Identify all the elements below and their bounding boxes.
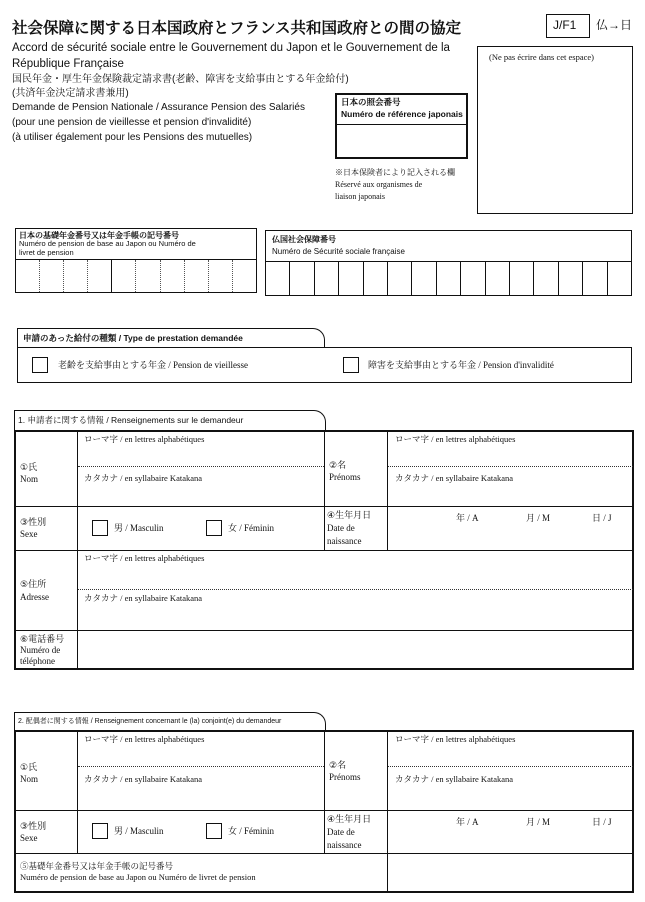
invalidity-checkbox[interactable] (343, 357, 359, 373)
s1-male-label: 男 / Masculin (114, 523, 164, 533)
office-use-note: (Ne pas écrire dans cet espace) (489, 52, 595, 62)
jp-ref-label-fr: Numéro de référence japonais (341, 109, 463, 119)
s1-phone-label-ja: ⑥電話番号 (20, 634, 65, 644)
s1-male-checkbox[interactable] (92, 520, 108, 536)
s1-dob-label-fr2: naissance (327, 536, 362, 546)
s1-first-romaji-input[interactable] (390, 446, 630, 464)
s1-sex-label-fr: Sexe (20, 529, 38, 539)
direction-label: 仏→日 (596, 18, 633, 32)
s2-name-romaji-input[interactable] (80, 746, 322, 764)
s1-day-label: 日 / J (592, 513, 612, 523)
jp-ref-note-3: liaison japonais (335, 192, 385, 201)
s1-sex-label-ja: ③性別 (20, 517, 47, 527)
section2-header: 2. 配偶者に関する情報 / Renseignement concernant le (la) conjoint(e) du demandeur (18, 718, 282, 725)
s1-year-label: 年 / A (456, 513, 479, 523)
s2-name-label-ja: ①氏 (20, 762, 38, 772)
s1-first-romaji-label: ローマ字 / en lettres alphabétiques (395, 434, 516, 444)
s2-first-katakana-input[interactable] (390, 786, 630, 806)
s1-address-label-fr: Adresse (20, 592, 49, 602)
s2-dob-label-fr2: naissance (327, 840, 362, 850)
s1-address-katakana-input[interactable] (80, 606, 630, 628)
fr-ssn-number-input[interactable] (265, 261, 632, 296)
s1-name-katakana-label: カタカナ / en syllabaire Katakana (84, 473, 203, 483)
jp-ref-input[interactable] (337, 125, 466, 157)
fr-ssn-label-fr: Numéro de Sécurité sociale française (272, 247, 405, 256)
s2-first-romaji-label: ローマ字 / en lettres alphabétiques (395, 734, 516, 744)
jp-ref-note-2: Réservé aux organismes de (335, 180, 423, 189)
s1-first-katakana-input[interactable] (390, 485, 630, 503)
s1-name-label-ja: ①氏 (20, 462, 38, 472)
jp-pension-number-input[interactable] (15, 259, 257, 293)
title-ja: 社会保障に関する日本国政府とフランス共和国政府との間の協定 (12, 20, 462, 37)
s1-female-label: 女 / Féminin (228, 523, 275, 533)
form-code: J/F1 (553, 18, 577, 32)
s1-name-romaji-input[interactable] (80, 446, 322, 464)
s1-month-label: 月 / M (526, 513, 551, 523)
s2-dob-label-fr1: Date de (327, 827, 355, 837)
s2-year-label: 年 / A (456, 817, 479, 827)
s1-dob-label-ja: ④生年月日 (327, 510, 372, 520)
s1-address-label-ja: ⑤住所 (20, 579, 47, 589)
s1-phone-label-fr2: téléphone (20, 656, 55, 666)
title-fr-line1: Accord de sécurité sociale entre le Gouvernement du Japon et le Gouvernement de la (12, 42, 450, 54)
jp-ref-label-ja: 日本の照会番号 (341, 97, 401, 107)
s2-sex-label-fr: Sexe (20, 833, 38, 843)
s2-sex-label-ja: ③性別 (20, 821, 47, 831)
s1-dob-label-fr1: Date de (327, 523, 355, 533)
s2-pension-label-fr: Numéro de pension de base au Japon ou Numéro de livret de pension (20, 872, 256, 882)
s2-day-label: 日 / J (592, 817, 612, 827)
jp-pension-label-ja: 日本の基礎年金番号又は年金手帳の記号番号 (19, 231, 179, 240)
form-name-ja-1: 国民年金・厚生年金保険裁定請求書(老齢、障害を支給事由とする年金給付) (12, 74, 349, 85)
s2-first-label-ja: ②名 (329, 760, 347, 770)
s1-phone-input[interactable] (80, 633, 630, 668)
s1-name-romaji-label: ローマ字 / en lettres alphabétiques (84, 434, 205, 444)
form-name-fr-2: (pour une pension de vieillesse et pension d'invalidité) (12, 117, 252, 128)
s2-name-katakana-label: カタカナ / en syllabaire Katakana (84, 774, 203, 784)
s1-female-checkbox[interactable] (206, 520, 222, 536)
fr-ssn-label-ja: 仏国社会保障番号 (272, 235, 336, 244)
jp-pension-label-fr2: livret de pension (19, 248, 74, 257)
s2-name-romaji-label: ローマ字 / en lettres alphabétiques (84, 734, 205, 744)
form-name-fr-1: Demande de Pension Nationale / Assurance Pension des Salariés (12, 102, 305, 113)
s1-phone-label-fr1: Numéro de (20, 645, 61, 655)
s1-address-romaji-input[interactable] (80, 566, 630, 587)
invalidity-label: 障害を支給事由とする年金 / Pension d'invalidité (368, 360, 554, 370)
s1-name-katakana-input[interactable] (80, 485, 322, 503)
s1-address-romaji-label: ローマ字 / en lettres alphabétiques (84, 553, 205, 563)
benefit-header: 申請のあった給付の種類 / Type de prestation demandée (23, 333, 243, 343)
s2-first-katakana-label: カタカナ / en syllabaire Katakana (395, 774, 514, 784)
s2-first-label-fr: Prénoms (329, 772, 361, 782)
s2-pension-input[interactable] (390, 856, 630, 890)
title-fr-line2: République Française (12, 58, 124, 70)
s2-name-label-fr: Nom (20, 774, 38, 784)
office-use-box (477, 46, 633, 214)
s1-address-katakana-label: カタカナ / en syllabaire Katakana (84, 593, 203, 603)
s2-month-label: 月 / M (526, 817, 551, 827)
s2-female-label: 女 / Féminin (228, 826, 275, 836)
section1-header: 1. 申請者に関する情報 / Renseignements sur le demandeur (18, 415, 244, 425)
old-age-label: 老齢を支給事由とする年金 / Pension de vieillesse (58, 360, 248, 370)
s2-pension-label-ja: ⑤基礎年金番号又は年金手帳の記号番号 (20, 861, 174, 871)
old-age-checkbox[interactable] (32, 357, 48, 373)
form-name-fr-3: (à utiliser également pour les Pensions des mutuelles) (12, 132, 253, 143)
s2-first-romaji-input[interactable] (390, 746, 630, 764)
s2-male-label: 男 / Masculin (114, 826, 164, 836)
s2-dob-label-ja: ④生年月日 (327, 814, 372, 824)
s1-first-label-fr: Prénoms (329, 472, 361, 482)
s2-male-checkbox[interactable] (92, 823, 108, 839)
form-name-ja-2: (共済年金決定請求書兼用) (12, 88, 129, 99)
s2-name-katakana-input[interactable] (80, 786, 322, 806)
s1-name-label-fr: Nom (20, 474, 38, 484)
s1-first-label-ja: ②名 (329, 460, 347, 470)
jp-pension-label-fr1: Numéro de pension de base au Japon ou Numéro de (19, 239, 196, 248)
jp-ref-note-1: ※日本保険者により記入される欄 (335, 168, 455, 177)
s2-female-checkbox[interactable] (206, 823, 222, 839)
s1-first-katakana-label: カタカナ / en syllabaire Katakana (395, 473, 514, 483)
